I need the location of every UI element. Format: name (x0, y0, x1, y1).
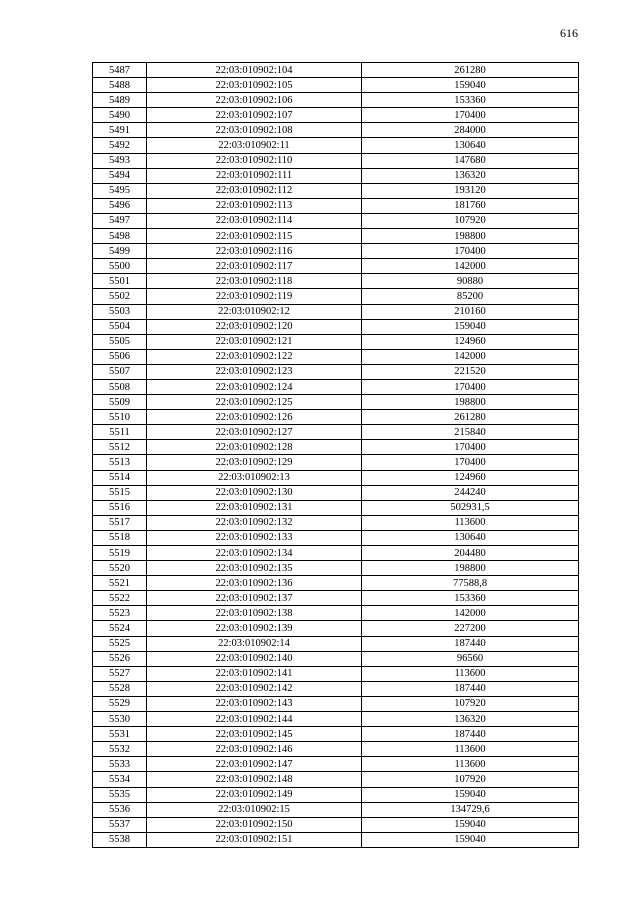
cadastral-number-cell: 22:03:010902:119 (147, 289, 362, 304)
row-number-cell: 5495 (93, 183, 147, 198)
cadastral-value-cell: 187440 (362, 681, 579, 696)
row-number-cell: 5534 (93, 772, 147, 787)
cadastral-number-cell: 22:03:010902:112 (147, 183, 362, 198)
table-row (93, 183, 579, 198)
table-row (93, 651, 579, 666)
cadastral-number-cell: 22:03:010902:13 (147, 470, 362, 485)
cadastral-number-cell: 22:03:010902:124 (147, 379, 362, 394)
table-row (93, 832, 579, 847)
cadastral-number-cell: 22:03:010902:133 (147, 530, 362, 545)
cadastral-number-cell: 22:03:010902:111 (147, 168, 362, 183)
cadastral-value-cell: 142000 (362, 349, 579, 364)
cadastral-value-cell: 187440 (362, 727, 579, 742)
table-row (93, 213, 579, 228)
cadastral-number-cell: 22:03:010902:116 (147, 244, 362, 259)
cadastral-value-cell: 159040 (362, 78, 579, 93)
cadastral-value-cell: 170400 (362, 455, 579, 470)
cadastral-number-cell: 22:03:010902:148 (147, 772, 362, 787)
cadastral-number-cell: 22:03:010902:105 (147, 78, 362, 93)
table-row (93, 274, 579, 289)
row-number-cell: 5500 (93, 259, 147, 274)
cadastral-value-cell: 113600 (362, 666, 579, 681)
row-number-cell: 5512 (93, 440, 147, 455)
cadastral-number-cell: 22:03:010902:118 (147, 274, 362, 289)
cadastral-value-cell: 124960 (362, 334, 579, 349)
cadastral-value-cell: 181760 (362, 198, 579, 213)
cadastral-number-cell: 22:03:010902:123 (147, 364, 362, 379)
row-number-cell: 5489 (93, 93, 147, 108)
table-row (93, 349, 579, 364)
cadastral-number-cell: 22:03:010902:114 (147, 213, 362, 228)
table-row (93, 606, 579, 621)
cadastral-value-cell: 85200 (362, 289, 579, 304)
cadastral-number-cell: 22:03:010902:142 (147, 681, 362, 696)
cadastral-number-cell: 22:03:010902:143 (147, 696, 362, 711)
row-number-cell: 5536 (93, 802, 147, 817)
cadastral-number-cell: 22:03:010902:131 (147, 500, 362, 515)
table-row (93, 153, 579, 168)
table-row (93, 591, 579, 606)
cadastral-value-cell: 130640 (362, 138, 579, 153)
cadastral-number-cell: 22:03:010902:140 (147, 651, 362, 666)
cadastral-value-table (92, 62, 579, 848)
cadastral-value-cell: 198800 (362, 229, 579, 244)
cadastral-number-cell: 22:03:010902:115 (147, 229, 362, 244)
cadastral-number-cell: 22:03:010902:130 (147, 485, 362, 500)
cadastral-value-cell: 124960 (362, 470, 579, 485)
cadastral-number-cell: 22:03:010902:149 (147, 787, 362, 802)
cadastral-number-cell: 22:03:010902:106 (147, 93, 362, 108)
row-number-cell: 5522 (93, 591, 147, 606)
row-number-cell: 5502 (93, 289, 147, 304)
row-number-cell: 5527 (93, 666, 147, 681)
cadastral-value-cell: 113600 (362, 515, 579, 530)
row-number-cell: 5528 (93, 681, 147, 696)
cadastral-number-cell: 22:03:010902:108 (147, 123, 362, 138)
row-number-cell: 5525 (93, 636, 147, 651)
row-number-cell: 5533 (93, 757, 147, 772)
cadastral-number-cell: 22:03:010902:146 (147, 742, 362, 757)
row-number-cell: 5535 (93, 787, 147, 802)
cadastral-number-cell: 22:03:010902:147 (147, 757, 362, 772)
cadastral-value-cell: 142000 (362, 606, 579, 621)
cadastral-value-cell: 107920 (362, 696, 579, 711)
cadastral-number-cell: 22:03:010902:107 (147, 108, 362, 123)
table-row (93, 712, 579, 727)
cadastral-value-cell: 136320 (362, 168, 579, 183)
cadastral-value-cell: 215840 (362, 425, 579, 440)
table-row (93, 470, 579, 485)
row-number-cell: 5501 (93, 274, 147, 289)
row-number-cell: 5496 (93, 198, 147, 213)
row-number-cell: 5498 (93, 229, 147, 244)
cadastral-value-cell: 170400 (362, 244, 579, 259)
cadastral-number-cell: 22:03:010902:12 (147, 304, 362, 319)
table-row (93, 379, 579, 394)
cadastral-value-cell: 170400 (362, 108, 579, 123)
cadastral-number-cell: 22:03:010902:120 (147, 319, 362, 334)
table-row (93, 681, 579, 696)
table-row (93, 304, 579, 319)
table-row (93, 802, 579, 817)
cadastral-value-cell: 107920 (362, 772, 579, 787)
row-number-cell: 5523 (93, 606, 147, 621)
cadastral-number-cell: 22:03:010902:122 (147, 349, 362, 364)
row-number-cell: 5494 (93, 168, 147, 183)
cadastral-value-cell: 159040 (362, 319, 579, 334)
table-row (93, 334, 579, 349)
table-row (93, 410, 579, 425)
cadastral-value-cell: 96560 (362, 651, 579, 666)
cadastral-value-cell: 187440 (362, 636, 579, 651)
cadastral-number-cell: 22:03:010902:15 (147, 802, 362, 817)
table-row (93, 696, 579, 711)
row-number-cell: 5505 (93, 334, 147, 349)
cadastral-number-cell: 22:03:010902:135 (147, 561, 362, 576)
row-number-cell: 5508 (93, 379, 147, 394)
cadastral-number-cell: 22:03:010902:11 (147, 138, 362, 153)
cadastral-number-cell: 22:03:010902:129 (147, 455, 362, 470)
table-row (93, 576, 579, 591)
row-number-cell: 5497 (93, 213, 147, 228)
cadastral-value-cell: 130640 (362, 530, 579, 545)
row-number-cell: 5507 (93, 364, 147, 379)
cadastral-value-cell: 159040 (362, 817, 579, 832)
cadastral-value-cell: 90880 (362, 274, 579, 289)
cadastral-number-cell: 22:03:010902:150 (147, 817, 362, 832)
cadastral-number-cell: 22:03:010902:151 (147, 832, 362, 847)
row-number-cell: 5538 (93, 832, 147, 847)
cadastral-value-cell: 153360 (362, 591, 579, 606)
table-row (93, 289, 579, 304)
table-row (93, 319, 579, 334)
cadastral-value-cell: 170400 (362, 379, 579, 394)
row-number-cell: 5520 (93, 561, 147, 576)
cadastral-value-cell: 147680 (362, 153, 579, 168)
cadastral-value-cell: 142000 (362, 259, 579, 274)
cadastral-value-cell: 198800 (362, 395, 579, 410)
cadastral-number-cell: 22:03:010902:134 (147, 546, 362, 561)
row-number-cell: 5509 (93, 395, 147, 410)
row-number-cell: 5511 (93, 425, 147, 440)
table-row (93, 78, 579, 93)
cadastral-value-cell: 227200 (362, 621, 579, 636)
row-number-cell: 5514 (93, 470, 147, 485)
row-number-cell: 5526 (93, 651, 147, 666)
row-number-cell: 5488 (93, 78, 147, 93)
table-row (93, 515, 579, 530)
page-number: 616 (560, 26, 578, 40)
cadastral-number-cell: 22:03:010902:144 (147, 712, 362, 727)
cadastral-value-cell: 153360 (362, 93, 579, 108)
table-row (93, 772, 579, 787)
row-number-cell: 5493 (93, 153, 147, 168)
table-row (93, 168, 579, 183)
row-number-cell: 5518 (93, 530, 147, 545)
row-number-cell: 5492 (93, 138, 147, 153)
table-row (93, 455, 579, 470)
row-number-cell: 5499 (93, 244, 147, 259)
table-row (93, 742, 579, 757)
cadastral-value-cell: 113600 (362, 742, 579, 757)
cadastral-number-cell: 22:03:010902:117 (147, 259, 362, 274)
cadastral-value-cell: 221520 (362, 364, 579, 379)
table-row (93, 546, 579, 561)
row-number-cell: 5491 (93, 123, 147, 138)
table-row (93, 259, 579, 274)
cadastral-number-cell: 22:03:010902:139 (147, 621, 362, 636)
row-number-cell: 5504 (93, 319, 147, 334)
cadastral-number-cell: 22:03:010902:104 (147, 63, 362, 78)
row-number-cell: 5519 (93, 546, 147, 561)
cadastral-number-cell: 22:03:010902:141 (147, 666, 362, 681)
row-number-cell: 5532 (93, 742, 147, 757)
row-number-cell: 5503 (93, 304, 147, 319)
cadastral-value-cell: 134729,6 (362, 802, 579, 817)
cadastral-number-cell: 22:03:010902:126 (147, 410, 362, 425)
cadastral-value-cell: 261280 (362, 410, 579, 425)
cadastral-number-cell: 22:03:010902:121 (147, 334, 362, 349)
cadastral-number-cell: 22:03:010902:128 (147, 440, 362, 455)
row-number-cell: 5524 (93, 621, 147, 636)
row-number-cell: 5517 (93, 515, 147, 530)
table-row (93, 636, 579, 651)
cadastral-number-cell: 22:03:010902:136 (147, 576, 362, 591)
cadastral-value-cell: 193120 (362, 183, 579, 198)
cadastral-value-cell: 261280 (362, 63, 579, 78)
row-number-cell: 5506 (93, 349, 147, 364)
table-row (93, 666, 579, 681)
cadastral-number-cell: 22:03:010902:145 (147, 727, 362, 742)
row-number-cell: 5516 (93, 500, 147, 515)
table-row (93, 93, 579, 108)
row-number-cell: 5537 (93, 817, 147, 832)
row-number-cell: 5530 (93, 712, 147, 727)
cadastral-value-cell: 113600 (362, 757, 579, 772)
cadastral-value-cell: 77588,8 (362, 576, 579, 591)
cadastral-number-cell: 22:03:010902:132 (147, 515, 362, 530)
cadastral-number-cell: 22:03:010902:127 (147, 425, 362, 440)
row-number-cell: 5513 (93, 455, 147, 470)
table-row (93, 621, 579, 636)
cadastral-number-cell: 22:03:010902:110 (147, 153, 362, 168)
table-row (93, 530, 579, 545)
table-row (93, 757, 579, 772)
row-number-cell: 5529 (93, 696, 147, 711)
cadastral-number-cell: 22:03:010902:138 (147, 606, 362, 621)
row-number-cell: 5510 (93, 410, 147, 425)
table-row (93, 63, 579, 78)
table-row (93, 138, 579, 153)
cadastral-value-cell: 107920 (362, 213, 579, 228)
table-row (93, 364, 579, 379)
cadastral-value-cell: 159040 (362, 787, 579, 802)
row-number-cell: 5490 (93, 108, 147, 123)
cadastral-number-cell: 22:03:010902:125 (147, 395, 362, 410)
table-row (93, 108, 579, 123)
table-row (93, 395, 579, 410)
row-number-cell: 5531 (93, 727, 147, 742)
table-row (93, 500, 579, 515)
row-number-cell: 5515 (93, 485, 147, 500)
table-row (93, 787, 579, 802)
table-body (93, 63, 579, 848)
cadastral-value-cell: 198800 (362, 561, 579, 576)
cadastral-number-cell: 22:03:010902:113 (147, 198, 362, 213)
table-row (93, 727, 579, 742)
cadastral-value-cell: 136320 (362, 712, 579, 727)
table-row (93, 561, 579, 576)
row-number-cell: 5487 (93, 63, 147, 78)
table-row (93, 229, 579, 244)
cadastral-number-cell: 22:03:010902:14 (147, 636, 362, 651)
table-row (93, 485, 579, 500)
cadastral-number-cell: 22:03:010902:137 (147, 591, 362, 606)
row-number-cell: 5521 (93, 576, 147, 591)
cadastral-value-cell: 170400 (362, 440, 579, 455)
table-row (93, 440, 579, 455)
cadastral-value-cell: 210160 (362, 304, 579, 319)
cadastral-value-cell: 284000 (362, 123, 579, 138)
cadastral-value-cell: 502931,5 (362, 500, 579, 515)
cadastral-value-cell: 159040 (362, 832, 579, 847)
table-row (93, 425, 579, 440)
table-row (93, 198, 579, 213)
table-row (93, 817, 579, 832)
table-row (93, 123, 579, 138)
cadastral-value-cell: 244240 (362, 485, 579, 500)
cadastral-value-cell: 204480 (362, 546, 579, 561)
table-row (93, 244, 579, 259)
